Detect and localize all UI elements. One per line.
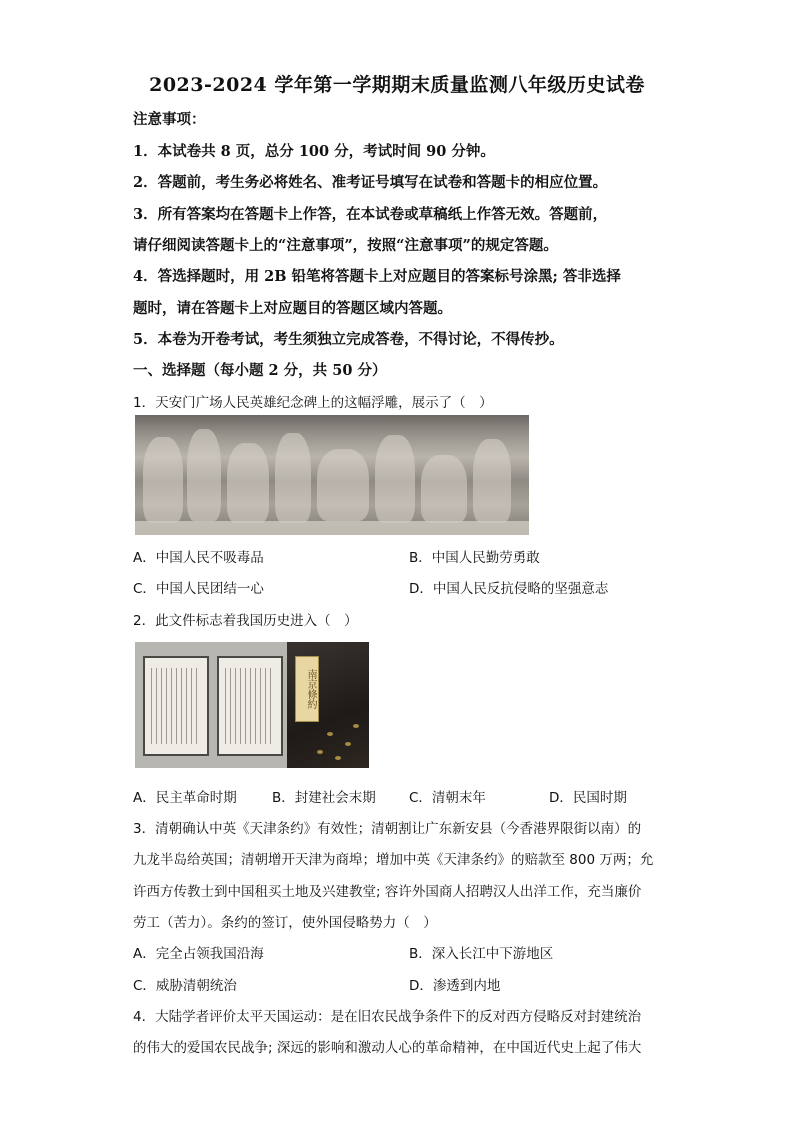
q1-option-b: B．中国人民勤劳勇敢 [409,550,540,566]
question-3-stem-line-4: 劳工（苦力）。条约的签订，使外国侵略势力（ ） [133,915,437,931]
treaty-cover-label: 南京條約 [295,656,319,722]
q2-option-b: B．封建社会末期 [272,790,376,806]
q3-option-c: C．威胁清朝统治 [133,978,237,994]
question-4-stem-line-1: 4．大陆学者评价太平天国运动：是在旧农民战争条件下的反对西方侵略反对封建统治 [133,1009,642,1025]
q1-option-d: D．中国人民反抗侵略的坚强意志 [409,581,609,597]
notice-item-5: 5．本卷为开卷考试，考生须独立完成答卷，不得讨论，不得传抄。 [133,331,564,348]
q3-option-b: B．深入长江中下游地区 [409,946,554,962]
notice-item-1: 1．本试卷共 8 页，总分 100 分，考试时间 90 分钟。 [133,143,495,160]
notice-item-3: 3．所有答案均在答题卡上作答，在本试卷或草稿纸上作答无效。答题前， [133,206,608,223]
notice-item-4-cont: 题时，请在答题卡上对应题目的答题区域内答题。 [133,300,452,317]
question-3-stem-line-2: 九龙半岛给英国；清朝增开天津为商埠；增加中英《天津条约》的赔款至 800 万两；允 [133,852,654,868]
question-2-stem: 2．此文件标志着我国历史进入（ ） [133,613,358,629]
question-3-stem-line-3: 许西方传教士到中国租买土地及兴建教堂; 容许外国商人招聘汉人出洋工作，充当廉价 [133,884,642,900]
q1-option-c: C．中国人民团结一心 [133,581,264,597]
question-3-stem-line-1: 3．清朝确认中英《天津条约》有效性；清朝割让广东新安县（今香港界限街以南）的 [133,821,642,837]
section-heading: 一、选择题（每小题 2 分，共 50 分） [133,362,387,379]
question-4-stem-line-2: 的伟大的爱国农民战争; 深远的影响和激动人心的革命精神，在中国近代史上起了伟大 [133,1040,642,1056]
q1-option-a: A．中国人民不吸毒品 [133,550,264,566]
notice-heading: 注意事项： [133,111,206,128]
q2-option-d: D．民国时期 [549,790,627,806]
q3-option-d: D．渗透到内地 [409,978,501,994]
q2-option-c: C．清朝末年 [409,790,486,806]
notice-item-2: 2．答题前，考生务必将姓名、准考证号填写在试卷和答题卡的相应位置。 [133,174,608,191]
q2-option-a: A．民主革命时期 [133,790,237,806]
q3-option-a: A．完全占领我国沿海 [133,946,264,962]
notice-item-3-cont: 请仔细阅读答题卡上的“注意事项”，按照“注意事项”的规定答题。 [133,237,558,254]
exam-title: 2023-2024 学年第一学期期末质量监测八年级历史试卷 [149,74,645,96]
question-1-stem: 1．天安门广场人民英雄纪念碑上的这幅浮雕，展示了（ ） [133,395,493,411]
relief-sculpture-image [135,415,529,535]
treaty-document-image [135,642,369,768]
notice-item-4: 4．答选择题时，用 2B 铅笔将答题卡上对应题目的答案标号涂黑; 答非选择 [133,268,621,285]
